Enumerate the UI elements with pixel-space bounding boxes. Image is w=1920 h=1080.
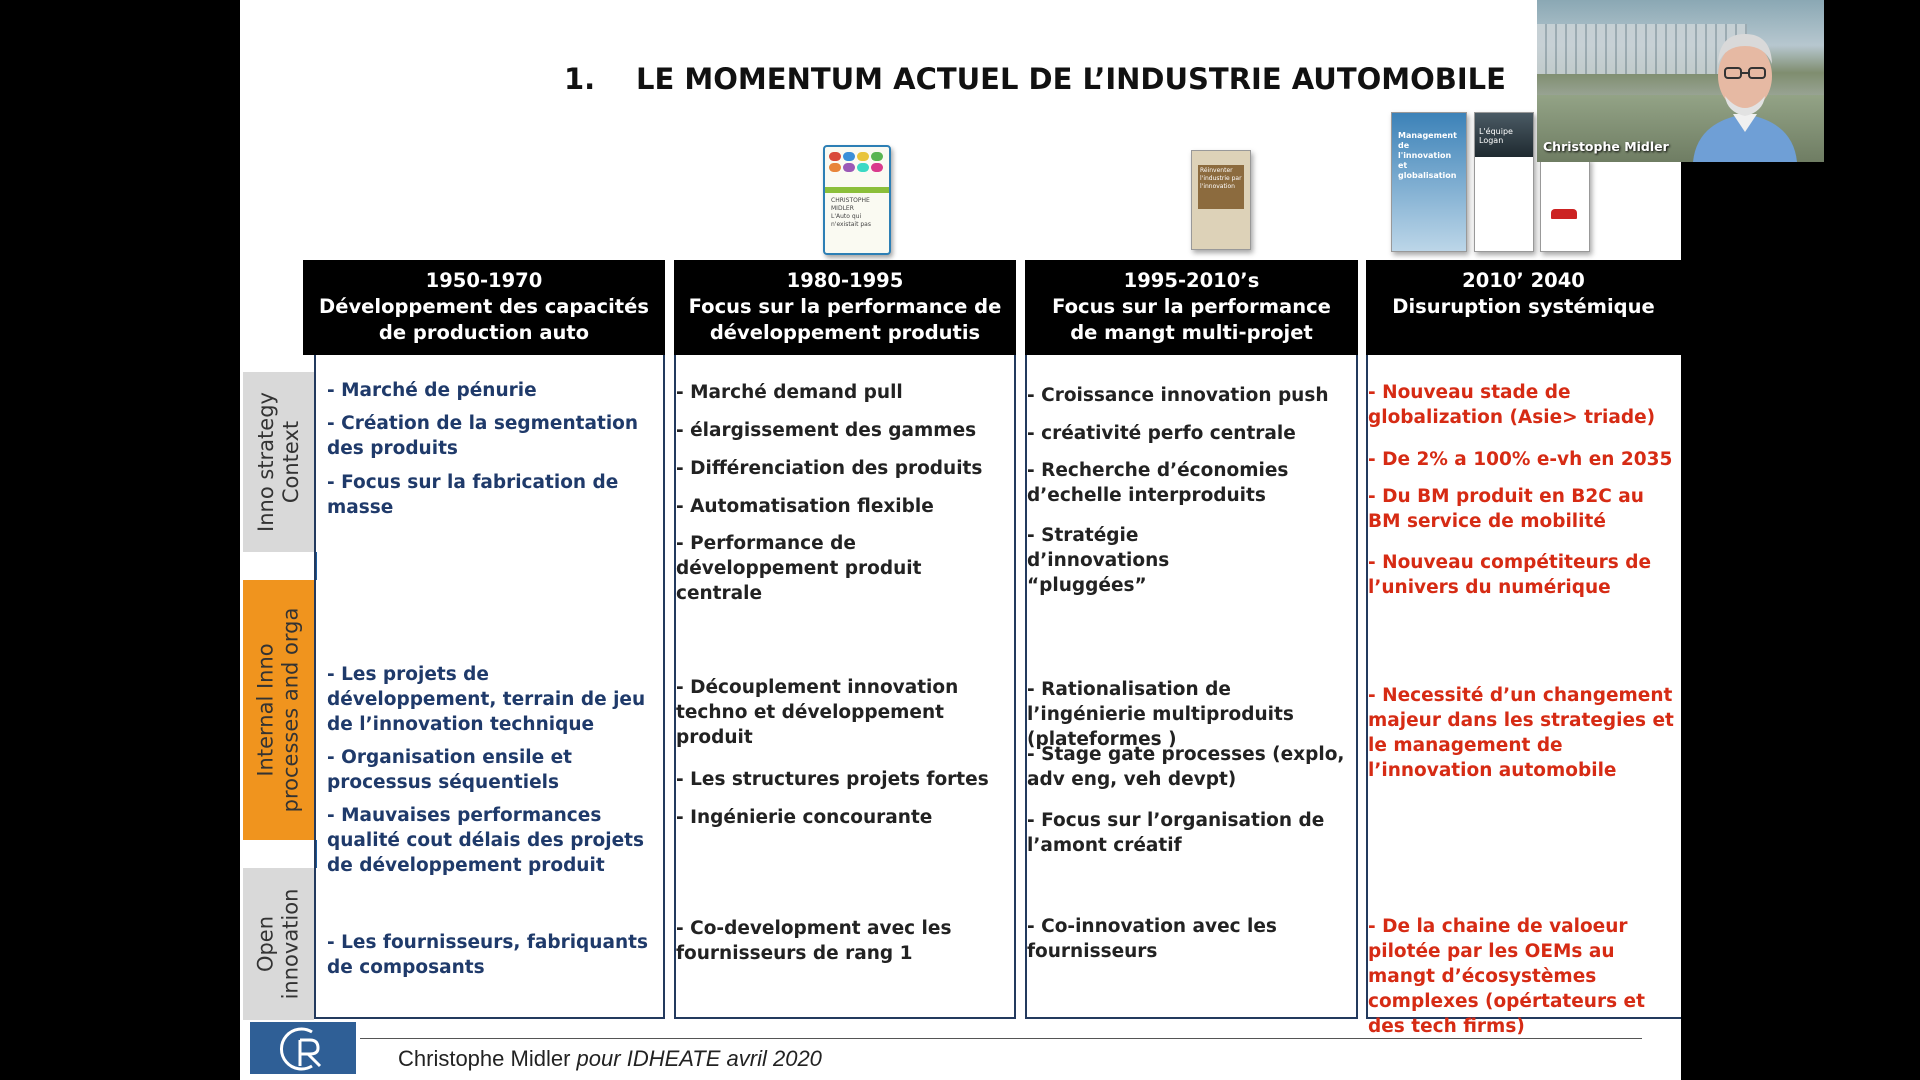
column-header-1950-1970: 1950-1970 Développement des capacités de production auto [303, 260, 665, 355]
list-item: - Marché demand pull [676, 382, 903, 403]
list-item: - De la chaine de valoeur pilotée par les OEMs au mangt d’écosystèmes complexes (opértateurs et des tech firms) [1368, 916, 1645, 1037]
column-header-2010-2040: 2010’ 2040 Disuruption systémique [1366, 260, 1681, 355]
column-header-1995-2010s: 1995-2010’s Focus sur la performance de mangt multi-projet [1025, 260, 1358, 355]
list-item: - Rationalisation de l’ingénierie multiproduits (plateformes ) [1027, 679, 1294, 750]
list-item: - Co-development avec les fournisseurs de rang 1 [676, 918, 952, 964]
presenter-video [1685, 18, 1805, 162]
list-item: - Création de la segmentation des produits [327, 413, 639, 459]
list-item: - Recherche d’économies d’echelle interproduits [1027, 460, 1289, 506]
row-label-open-innovation: Open innovation [243, 868, 314, 1020]
book-cover-red-car [1540, 158, 1590, 252]
footer-divider [360, 1038, 1642, 1039]
cover-illustration [825, 147, 889, 177]
book-title: Management de l'innovation et globalisation [1398, 131, 1457, 180]
list-item: - Découplement innovation techno et développement produit [676, 677, 959, 748]
list-item: - Les projets de développement, terrain de jeu de l’innovation technique [327, 664, 646, 735]
book-title: L'Auto qui n'existait pas [831, 213, 871, 228]
list-item: - créativité perfo centrale [1027, 423, 1296, 444]
list-item: - Ingénierie concourante [676, 807, 933, 828]
slide-footer: Christophe Midler pour IDHEATE avril 2020 [398, 1046, 822, 1071]
book-cover-reinventer-industrie [1191, 150, 1251, 250]
list-item: - Co-innovation avec les fournisseurs [1027, 916, 1277, 962]
list-item: - Nouveau stade de globalization (Asie> triade) [1368, 382, 1656, 428]
book-author: CHRISTOPHE MIDLER [831, 197, 870, 212]
list-item: - De 2% a 100% e-vh en 2035 [1368, 449, 1673, 470]
book-title: Réinventer l'industrie par l'innovation [1198, 165, 1244, 209]
list-item: - Nouveau compétiteurs de l’univers du numérique [1368, 552, 1652, 598]
list-item: - Du BM produit en B2C au BM service de mobilité [1368, 486, 1644, 532]
list-item: - Marché de pénurie [327, 380, 537, 401]
book-title: L'équipe Logan [1475, 113, 1533, 157]
list-item: - Necessité d’un changement majeur dans les strategies et le management de l’innovation automobile [1368, 685, 1674, 781]
list-item: - Stage gate processes (explo, adv eng, veh devpt) [1027, 744, 1345, 790]
list-item: - Performance de développement produit centrale [676, 533, 922, 604]
crg-logo [250, 1022, 356, 1074]
book-cover-management-innovation [1391, 112, 1467, 252]
book-cover-equipe-logan [1474, 112, 1534, 252]
list-item: - Stratégie d’innovations “pluggées” [1027, 525, 1170, 596]
participant-name: Christophe Midler [1543, 139, 1669, 154]
slide-title: 1. LE MOMENTUM ACTUEL DE L’INDUSTRIE AUTOMOBILE [564, 62, 1506, 96]
book-cover-auto-qui-nexistait-pas [823, 145, 891, 255]
list-item: - Organisation ensile et processus séquentiels [327, 747, 572, 793]
webcam-video-tile[interactable] [1537, 0, 1824, 162]
presentation-slide [240, 0, 1681, 1080]
list-item: - Focus sur la fabrication de masse [327, 472, 619, 518]
list-item: - élargissement des gammes [676, 420, 977, 441]
car-icon [1551, 209, 1577, 219]
row-label-inno-strategy-context: Inno strategy Context [243, 372, 314, 552]
list-item: - Les fournisseurs, fabriquants de composants [327, 932, 648, 978]
list-item: - Les structures projets fortes [676, 769, 989, 790]
list-item: - Focus sur l’organisation de l’amont créatif [1027, 810, 1325, 856]
list-item: - Mauvaises performances qualité cout délais des projets de développement produit [327, 805, 645, 876]
list-item: - Différenciation des produits [676, 458, 983, 479]
list-item: - Automatisation flexible [676, 496, 934, 517]
column-header-1980-1995: 1980-1995 Focus sur la performance de développement produtis [674, 260, 1016, 355]
list-item: - Croissance innovation push [1027, 385, 1329, 406]
row-label-internal-inno-processes: Internal Inno processes and orga [243, 580, 314, 840]
